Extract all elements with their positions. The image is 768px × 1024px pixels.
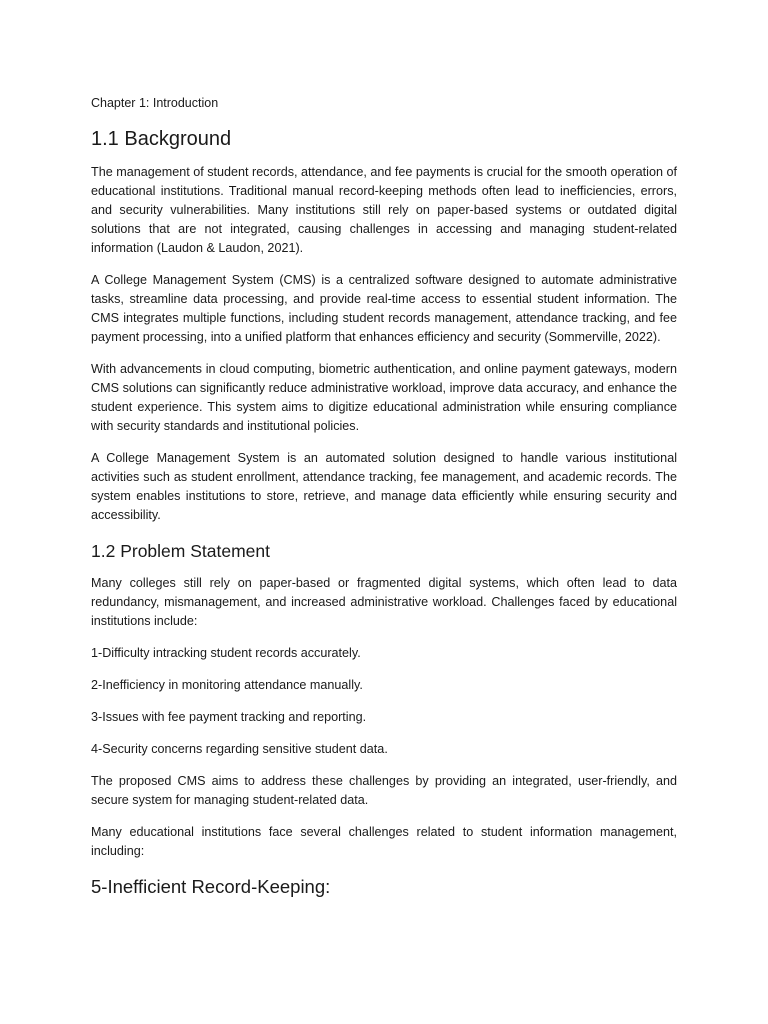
section-heading-background: 1.1 Background — [91, 128, 232, 150]
problem-list-item: 1-Difficulty intracking student records accurately. — [91, 646, 361, 660]
problem-list-item: 3-Issues with fee payment tracking and reporting. — [91, 710, 367, 724]
document-page — [91, 94, 677, 899]
challenges-intro-paragraph: Many educational institutions face several challenges related to student information management, including: — [91, 825, 677, 858]
proposal-paragraph: The proposed CMS aims to address these challenges by providing an integrated, user-friendly, and secure system for managing student-related data. — [91, 774, 677, 807]
chapter-heading: Chapter 1: Introduction — [91, 96, 219, 110]
problem-list-item: 4-Security concerns regarding sensitive student data. — [91, 742, 388, 756]
problem-list-item: 2-Inefficiency in monitoring attendance manually. — [91, 678, 363, 692]
problem-intro-paragraph: Many colleges still rely on paper-based or fragmented digital systems, which often lead to data redundancy, mismanagement, and increased administrative workload. Challenges faced by educational institutions include: — [91, 576, 677, 628]
subheading-inefficient-record-keeping: 5-Inefficient Record-Keeping: — [91, 876, 331, 897]
background-paragraph: The management of student records, attendance, and fee payments is crucial for the smooth operation of educational institutions. Traditional manual record-keeping methods often lead to inefficiencies, errors, and security vulnerabilities. Many institutions still rely on paper-based systems or outdated digital solutions that are not integrated, causing challenges in accessing and managing student-related information (Laudon & Laudon, 2021). — [91, 165, 677, 255]
background-paragraph: A College Management System is an automated solution designed to handle various institutional activities such as student enrollment, attendance tracking, fee management, and academic records. The system enables institutions to store, retrieve, and manage data efficiently while ensuring security and accessibility. — [91, 451, 677, 522]
section-heading-problem-statement: 1.2 Problem Statement — [91, 541, 270, 561]
background-paragraph: With advancements in cloud computing, biometric authentication, and online payment gateways, modern CMS solutions can significantly reduce administrative workload, improve data accuracy, and enhance the student experience. This system aims to digitize educational administration while ensuring compliance with security standards and institutional policies. — [91, 362, 677, 433]
background-paragraph: A College Management System (CMS) is a centralized software designed to automate administrative tasks, streamline data processing, and provide real-time access to essential student information. The CMS integrates multiple functions, including student records management, attendance tracking, and fee payment processing, into a unified platform that enhances efficiency and security (Sommerville, 2022). — [91, 273, 677, 344]
